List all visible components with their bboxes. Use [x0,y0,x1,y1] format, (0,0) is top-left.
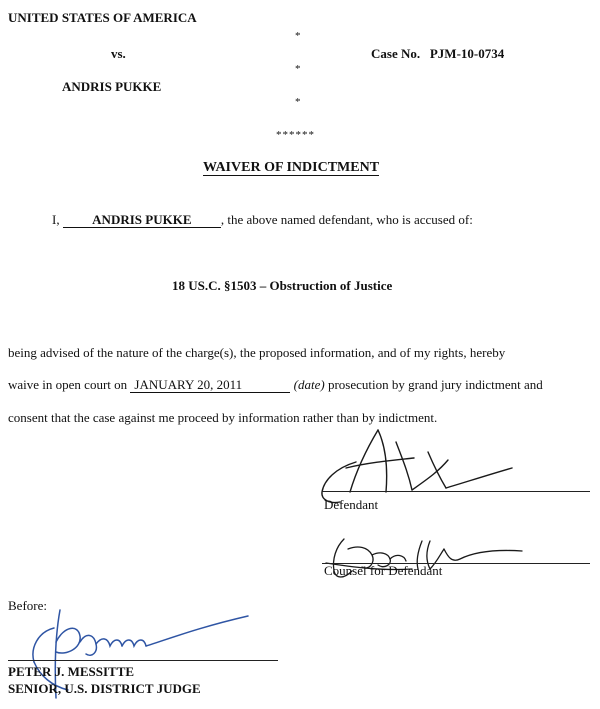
charge-text: 18 US.C. §1503 – Obstruction of Justice [172,278,393,293]
caption-star-2: * [295,63,301,75]
date-label: (date) [293,377,325,392]
versus-label: vs. [111,46,126,61]
statement-defendant-name: ANDRIS PUKKE [63,212,221,228]
caption-star-1: * [295,30,301,42]
body-line-1: being advised of the nature of the charge(s), the proposed information, and of my rights, hereby [8,345,506,360]
judge-name: PETER J. MESSITTE [8,664,135,679]
body-line-2-after: prosecution by grand jury indictment and [327,377,543,392]
plaintiff-name: UNITED STATES OF AMERICA [8,10,197,25]
statement-line [52,212,473,228]
judge-signature-line [8,660,278,661]
defendant-label: Defendant [324,497,379,512]
case-number-line [371,46,504,62]
defendant-signature-line [322,491,590,492]
body-line-2-before: waive in open court on [8,377,128,392]
body-line-2 [8,377,543,393]
defendant-signature [316,422,536,507]
before-label: Before: [8,598,47,613]
caption-star-3: * [295,96,301,108]
statement-suffix: , the above named defendant, who is accused of: [220,212,473,227]
caption-separator: ****** [276,129,315,141]
defendant-name: ANDRIS PUKKE [62,79,162,94]
document-title [203,160,379,176]
waiver-date: JANUARY 20, 2011 [130,377,290,393]
body-line-3: consent that the case against me proceed by information rather than by indictment. [8,410,438,425]
case-number-label: Case No. [371,46,421,61]
document-title-text: WAIVER OF INDICTMENT [203,160,380,175]
case-number-value: PJM-10-0734 [429,46,505,61]
judge-title: SENIOR, U.S. DISTRICT JUDGE [8,681,201,696]
counsel-label: Counsel for Defendant [324,563,443,578]
statement-prefix: I, [52,212,60,227]
